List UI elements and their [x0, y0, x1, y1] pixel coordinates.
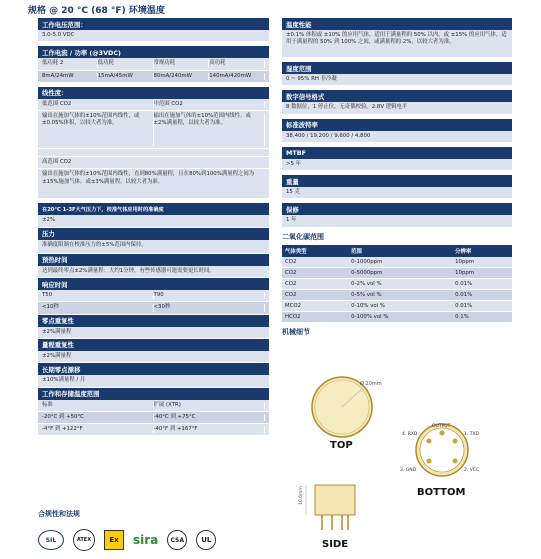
csa-logo: CSA: [167, 530, 187, 550]
sil-logo: SIL: [38, 530, 64, 550]
drift-value: ±10%满量程 / 月: [38, 375, 269, 387]
temp-col: 标准: [42, 402, 154, 409]
mtbf-header: MTBF: [282, 147, 512, 159]
zero-rep-header: 零点重复性: [38, 315, 269, 327]
current-col: 低功耗: [98, 60, 154, 67]
response-val: <30秒: [154, 304, 266, 311]
right-column: [282, 18, 512, 340]
pin-gnd-label: 3. GND: [400, 468, 417, 473]
temp-cell: -20°C 到 +50°C: [42, 414, 154, 421]
current-col: 低功耗 2: [42, 60, 98, 67]
current-col: 常规功耗: [154, 60, 210, 67]
mechanical-drawing: [282, 375, 512, 555]
voltage-value: 3.0-5.0 VDC: [38, 30, 269, 42]
compliance-title: 合规性和法规: [38, 510, 80, 518]
weight-value: 15 克: [282, 187, 512, 199]
linearity-low-label: 低范围 CO2: [42, 101, 154, 108]
linearity-high-text: 输出在施加气体的±10%范围内线性，直到80%满量程，且在80%到100%满量程之间为±15%施加气体，或±3%满量程，以较大者为准。: [38, 169, 269, 199]
rxd-pin: [427, 439, 432, 444]
pin-vcc-label: 2. VCC: [464, 468, 480, 473]
current-header: 工作电流 / 功率 (@3VDC): [38, 46, 269, 58]
bottom-label: BOTTOM: [417, 487, 466, 498]
current-val: 8mA/24mW: [42, 73, 98, 80]
ex-logo: Ex: [104, 530, 124, 550]
linearity-high-label: 高范围 CO2: [38, 157, 269, 169]
zero-rep-value: ±2%满量程: [38, 327, 269, 339]
table-row: HCO2 0-100% vol % 0.1%: [282, 311, 512, 322]
response-vals: [38, 302, 269, 314]
gas-header-range: 范围: [348, 245, 452, 257]
weight-header: 重量: [282, 175, 512, 187]
linearity-header: 线性度：: [38, 87, 269, 99]
pressure-effect-value: ±2%: [38, 215, 269, 227]
temp-cell: -40°F 到 +167°F: [154, 426, 266, 433]
gas-header-type: 气体类型: [282, 245, 348, 257]
span-rep-header: 量程重复性: [38, 339, 269, 351]
linearity-low-text: 输出在施加气体的±10%范围内线性，或±0.05%体积，以较大者为准。: [42, 113, 154, 146]
temp-header: 工作和存储温度范围: [38, 388, 269, 400]
temp-col: 扩展 (XTR): [154, 402, 266, 409]
ul-logo: UL: [196, 530, 216, 550]
gas-header-resolution: 分辨率: [452, 245, 512, 257]
pressure-value: 准确度限制在校准压力的±5%范围内保持。: [38, 240, 269, 254]
gnd-pin: [427, 459, 432, 464]
side-view-body: [315, 485, 355, 515]
digital-value: 8 数据位，1 停止位，无奇偶校验。2.8V 逻辑电平: [282, 102, 512, 114]
temp-cell: -40°C 到 +75°C: [154, 414, 266, 421]
temp-perf-value: ±0.1% 体积或 ±10% 的应用气体，适用于满量程的 50% 以内，或 ±15% 的应用气体，适用于满量程的 50% 到 100% 之间，或满量程的 2%，以较大者为准。: [282, 30, 512, 58]
mtbf-value: >5 年: [282, 159, 512, 171]
linearity-texts: [38, 111, 269, 149]
digital-header: 数字信号格式: [282, 90, 512, 102]
cert-logos: [38, 529, 216, 551]
table-row: CO2 0-5000ppm 10ppm: [282, 267, 512, 278]
mech-title: 机械细节: [282, 327, 310, 336]
pin-rxd-label: 4. RXD: [402, 432, 418, 437]
linearity-mid-label: 中范围 CO2: [154, 101, 266, 108]
warranty-header: 保修: [282, 203, 512, 215]
response-col: T90: [154, 292, 266, 299]
output-pin: [440, 431, 445, 436]
table-row: MCO2 0-10% vol % 0.01%: [282, 300, 512, 311]
height-label: 16.6mm: [299, 486, 304, 505]
left-column: [38, 18, 269, 436]
table-row: CO2 0-1000ppm 10ppm: [282, 257, 512, 268]
page-title: 规格 @ 20 °C (68 °F) 环境温度: [28, 6, 165, 16]
baud-value: 38,400 / 19,200 / 9,600 / 4,800: [282, 131, 512, 143]
response-val: <10秒: [42, 304, 154, 311]
table-row: CO2 0-2% vol % 0.01%: [282, 278, 512, 289]
temp-cell: -4°F 到 +122°F: [42, 426, 154, 433]
current-val: 140mA/420mW: [209, 73, 265, 80]
side-label: SIDE: [322, 539, 349, 550]
warmup-value: 达到最终零点±2%满量程：大约1分钟，有些传感器可能需要更长时间。: [38, 266, 269, 278]
warranty-value: 1 年: [282, 215, 512, 227]
current-cols: [38, 58, 269, 70]
co2-range-title: 二氧化碳范围: [282, 232, 324, 241]
temp-row-2: [38, 424, 269, 436]
diameter-label: Ø 20mm: [360, 381, 382, 387]
pressure-header: 压力: [38, 228, 269, 240]
response-col: T50: [42, 292, 154, 299]
temp-cols: [38, 400, 269, 412]
top-label: TOP: [330, 440, 353, 451]
current-val: 80mA/240mW: [154, 73, 210, 80]
current-val: 15mA/45mW: [98, 73, 154, 80]
pin-output-label: OUTPUT: [432, 424, 451, 429]
response-header: 响应时间: [38, 278, 269, 290]
linearity-labels: [38, 99, 269, 111]
mechanical-svg: [282, 375, 512, 555]
pin-txd-label: 1. TXD: [464, 432, 480, 437]
co2-range-table: [282, 245, 512, 323]
current-vals: [38, 71, 269, 83]
current-col: 高功耗: [209, 60, 265, 67]
temp-row-1: [38, 412, 269, 424]
linearity-mid-text: 输出在施加气体的±10%范围内线性，或±2%满量程，以较大者为准。: [154, 113, 266, 146]
baud-header: 标准波特率: [282, 119, 512, 131]
response-cols: [38, 290, 269, 302]
span-rep-value: ±2%满量程: [38, 351, 269, 363]
atex-logo: ATEX: [73, 529, 95, 551]
humidity-value: 0 ~ 95% RH 非冷凝: [282, 74, 512, 86]
vcc-pin: [453, 459, 458, 464]
txd-pin: [453, 439, 458, 444]
voltage-header: 工作电压范围：: [38, 18, 269, 30]
table-row: CO2 0-5% vol % 0.01%: [282, 289, 512, 300]
temp-perf-header: 温度性能: [282, 18, 512, 30]
drift-header: 长期零点漂移: [38, 363, 269, 375]
humidity-header: 湿度范围: [282, 62, 512, 74]
pressure-effect-header: 在20°C 1-3F大气压力下，校准气体应用时的准确度: [38, 203, 269, 215]
warmup-header: 预热时间: [38, 254, 269, 266]
sira-logo: sira: [133, 533, 159, 547]
